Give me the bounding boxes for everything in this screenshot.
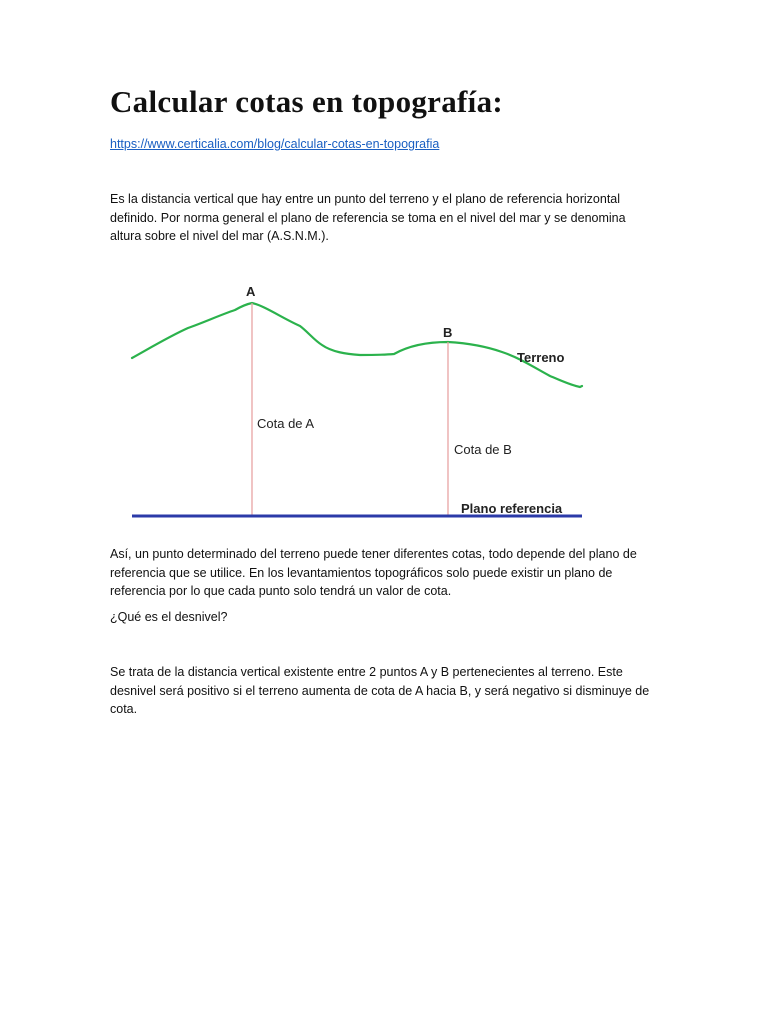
terrain-line bbox=[132, 303, 582, 387]
point-a-label: A bbox=[246, 284, 256, 299]
point-b-label: B bbox=[443, 325, 453, 340]
source-link[interactable]: https://www.certicalia.com/blog/calcular-cotas-en-topografia bbox=[110, 137, 440, 151]
paragraph-desnivel: Se trata de la distancia vertical existente entre 2 puntos A y B pertenecientes al terreno. Este desnivel será positivo si el terreno aumenta de cota de A hacia B, y será negativo si disminuye de cota. bbox=[110, 665, 650, 716]
reference-plane-label: Plano referencia bbox=[461, 501, 563, 516]
paragraph-multiple-cotas: Así, un punto determinado del terreno puede tener diferentes cotas, todo depende del plano de referencia que se utilice. En los levantamientos topográficos solo puede existir un plano de referencia por lo que cada punto solo tendrá un valor de cota. bbox=[110, 547, 637, 598]
terrain-label: Terreno bbox=[517, 350, 565, 365]
cota-a-label: Cota de A bbox=[257, 416, 315, 431]
cota-diagram bbox=[110, 270, 610, 525]
paragraph-definition: Es la distancia vertical que hay entre un punto del terreno y el plano de referencia horizontal definido. Por norma general el plano de referencia se toma en el nivel del mar y se denomina altura sobre el nivel del mar (A.S.N.M.). bbox=[110, 192, 626, 243]
page-title: Calcular cotas en topografía: bbox=[110, 84, 503, 119]
subheading-desnivel: ¿Qué es el desnivel? bbox=[110, 610, 228, 624]
cota-b-label: Cota de B bbox=[454, 442, 512, 457]
